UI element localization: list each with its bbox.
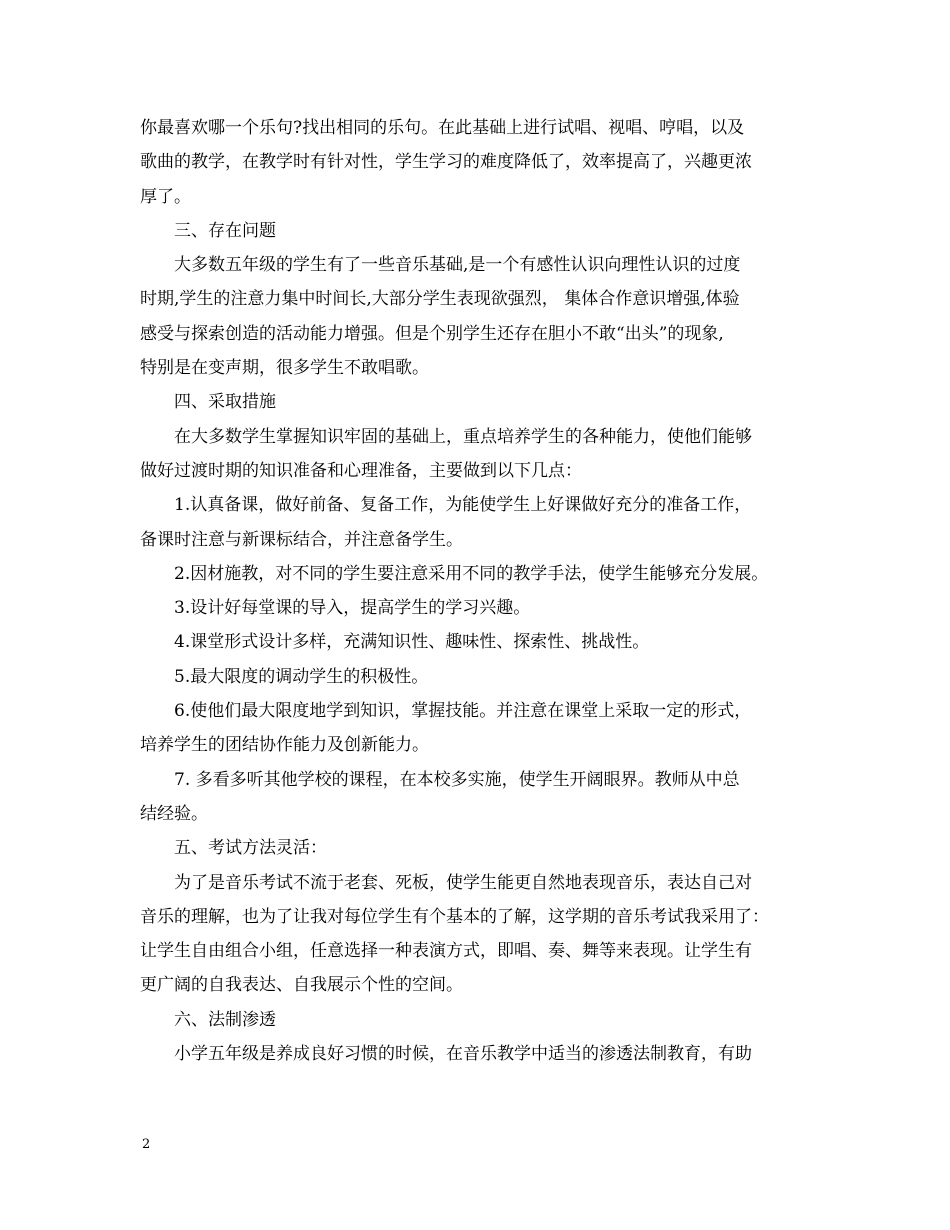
text-line-26: 更广阔的自我表达、自我展示个性的空间。	[140, 975, 463, 996]
text-line-6: 时期,学生的注意力集中时间长,大部分学生表现欲强烈， 集体合作意识增强,体验	[140, 289, 740, 310]
list-item-7-cont: 结经验。	[140, 803, 208, 824]
text-line-8: 特别是在变声期，很多学生不敢唱歌。	[140, 358, 429, 379]
text-line-7: 感受与探索创造的活动能力增强。但是个别学生还存在胆小不敢“出头”的现象,	[140, 323, 724, 344]
body-text	[140, 111, 820, 1071]
text-line-5: 大多数五年级的学生有了一些音乐基础,是一个有感性认识向理性认识的过度	[174, 255, 741, 276]
text-line-24: 音乐的理解，也为了让我对每位学生有个基本的了解，这学期的音乐考试我采用了：	[140, 906, 769, 927]
text-line-10: 在大多数学生掌握知识牢固的基础上，重点培养学生的各种能力，使他们能够	[174, 426, 752, 447]
list-item-1: 1.认真备课，做好前备、复备工作，为能使学生上好课做好充分的准备工作，	[174, 495, 752, 516]
text-line-2: 歌曲的教学，在教学时有针对性，学生学习的难度降低了，效率提高了，兴趣更浓	[140, 152, 752, 173]
text-line-23: 为了是音乐考试不流于老套、死板，使学生能更自然地表现音乐，表达自己对	[174, 872, 752, 893]
text-line-25: 让学生自由组合小组，任意选择一种表演方式，即唱、奏、舞等来表现。让学生有	[140, 941, 752, 962]
section-heading-4: 四、采取措施	[174, 392, 276, 413]
list-item-1-cont: 备课时注意与新课标结合，并注意备学生。	[140, 529, 463, 550]
section-heading-3: 三、存在问题	[174, 220, 276, 241]
list-item-6: 6.使他们最大限度地学到知识，掌握技能。并注意在课堂上采取一定的形式，	[174, 701, 752, 722]
list-item-5: 5.最大限度的调动学生的积极性。	[174, 666, 429, 687]
text-line-3: 厚了。	[140, 186, 191, 207]
section-heading-5: 五、考试方法灵活：	[174, 838, 327, 859]
page-number: 2	[142, 1137, 151, 1152]
section-heading-6: 六、法制渗透	[174, 1009, 276, 1030]
list-item-2: 2.因材施教，对不同的学生要注意采用不同的教学手法，使学生能够充分发展。	[174, 563, 769, 584]
list-item-3: 3.设计好每堂课的导入，提高学生的学习兴趣。	[174, 598, 531, 619]
list-item-7: 7. 多看多听其他学校的课程，在本校多实施，使学生开阔眼界。教师从中总	[174, 769, 740, 790]
text-line-1: 你最喜欢哪一个乐句?找出相同的乐句。在此基础上进行试唱、视唱、哼唱，以及	[140, 118, 745, 138]
list-item-6-cont: 培养学生的团结协作能力及创新能力。	[140, 735, 429, 756]
text-line-11: 做好过渡时期的知识准备和心理准备，主要做到以下几点：	[140, 460, 582, 481]
list-item-4: 4.课堂形式设计多样，充满知识性、趣味性、探索性、挑战性。	[174, 632, 650, 653]
text-line-28: 小学五年级是养成良好习惯的时候，在音乐教学中适当的渗透法制教育，有助	[174, 1044, 752, 1065]
